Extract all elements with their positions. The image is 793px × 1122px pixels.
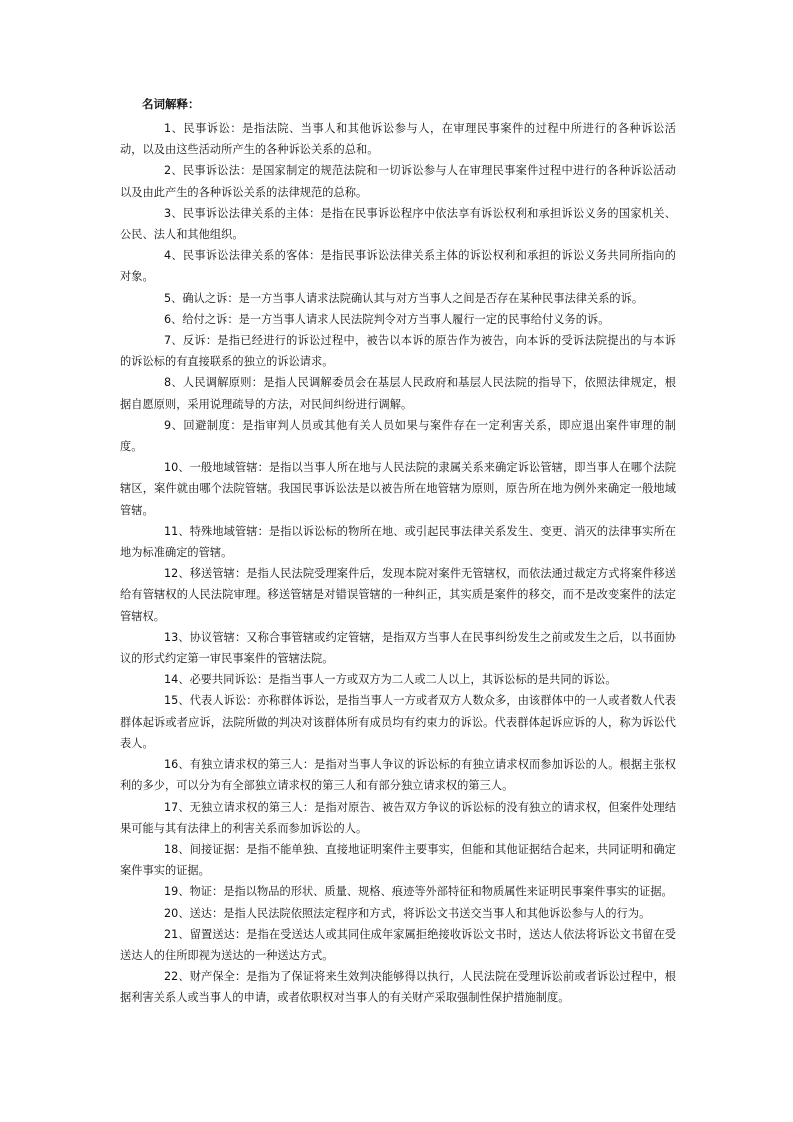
definition-entry-5: 5、确认之诉：是一方当事人请求法院确认其与对方当事人之间是否存在某种民事法律关系的诉。 [164, 291, 644, 305]
definition-entry-18: 18、间接证据：是指不能单独、直接地证明案件主要事实，但能和其他证据结合起来，共同证明和确定案件事实的证据。 [120, 842, 676, 878]
definition-entry-12: 12、移送管辖：是指人民法院受理案件后，发现本院对案件无管辖权，而依法通过裁定方式将案件移送给有管辖权的人民法院审理。移送管辖是对错误管辖的一种纠正，其实质是案件的移交，而不是改变案件的法定管辖权。 [120, 567, 676, 623]
definition-entry-2: 2、民事诉讼法：是国家制定的规范法院和一切诉讼参与人在审理民事案件过程中进行的各种诉讼活动以及由此产生的各种诉讼关系的法律规范的总称。 [120, 164, 676, 199]
definition-entry-1: 1、民事诉讼：是指法院、当事人和其他诉讼参与人，在审理民事案件的过程中所进行的各种诉讼活动，以及由这些活动所产生的各种诉讼关系的总和。 [120, 122, 676, 157]
definition-entry-6: 6、给付之诉：是一方当事人请求人民法院判令对方当事人履行一定的民事给付义务的诉。 [164, 312, 610, 326]
definition-entry-9: 9、回避制度：是指审判人员或其他有关人员如果与案件存在一定利害关系，即应退出案件审理的制度。 [120, 418, 676, 454]
definition-entry-11: 11、特殊地域管辖：是指以诉讼标的物所在地、或引起民事法律关系发生、变更、消灭的法律事实所在地为标准确定的管辖。 [120, 524, 676, 560]
definition-entry-17: 17、无独立请求权的第三人：是指对原告、被告双方争议的诉讼标的没有独立的请求权，但案件处理结果可能与其有法律上的利害关系而参加诉讼的人。 [120, 800, 676, 835]
definition-entry-4: 4、民事诉讼法律关系的客体：是指民事诉讼法律关系主体的诉讼权利和承担的诉讼义务共同所指向的对象。 [120, 249, 676, 284]
definition-entry-14: 14、必要共同诉讼：是指当事人一方或双方为二人或二人以上，其诉讼标的是共同的诉讼。 [164, 673, 617, 687]
definition-entry-3: 3、民事诉讼法律关系的主体：是指在民事诉讼程序中依法享有诉讼权利和承担诉讼义务的国家机关、公民、法人和其他组织。 [120, 206, 676, 242]
document-page [120, 94, 676, 1009]
definition-entry-13: 13、协议管辖：又称合事管辖或约定管辖，是指双方当事人在民事纠纷发生之前或发生之后，以书面协议的形式约定第一审民事案件的管辖法院。 [120, 630, 676, 666]
definition-entry-22: 22、财产保全：是指为了保证将来生效判决能够得以执行，人民法院在受理诉讼前或者诉讼过程中，根据利害关系人或当事人的申请，或者依职权对当事人的有关财产采取强制性保护措施制度。 [120, 970, 676, 1005]
definition-entry-8: 8、人民调解原则：是指人民调解委员会在基层人民政府和基层人民法院的指导下，依照法律规定，根据自愿原则，采用说理疏导的方法，对民间纠纷进行调解。 [120, 376, 676, 411]
definition-entry-19: 19、物证：是指以物品的形状、质量、规格、痕迹等外部特征和物质属性来证明民事案件事实的证据。 [164, 885, 673, 899]
definition-entry-7: 7、反诉：是指已经进行的诉讼过程中，被告以本诉的原告作为被告，向本诉的受诉法院提出的与本诉的诉讼标的有直接联系的独立的诉讼请求。 [120, 334, 676, 369]
section-heading: 名词解释： [142, 97, 200, 111]
definition-entry-10: 10、一般地域管辖：是指以当事人所在地与人民法院的隶属关系来确定诉讼管辖，即当事人在哪个法院辖区，案件就由哪个法院管辖。我国民事诉讼法是以被告所在地管辖为原则，原告所在地为例外来确定一般地域管辖。 [120, 461, 676, 517]
definition-entry-15: 15、代表人诉讼：亦称群体诉讼，是指当事人一方或者双方人数众多，由该群体中的一人或者数人代表群体起诉或者应诉，法院所做的判决对该群体所有成员均有约束力的诉讼。代表群体起诉应诉的人，称为诉讼代表人。 [120, 694, 676, 750]
definition-entry-21: 21、留置送达：是指在受送达人或其同住成年家属拒绝接收诉讼文书时，送达人依法将诉讼文书留在受送达人的住所即视为送达的一种送达方式。 [120, 927, 676, 962]
definition-entry-20: 20、送达：是指人民法院依照法定程序和方式，将诉讼文书送交当事人和其他诉讼参与人的行为。 [164, 906, 651, 920]
definition-entry-16: 16、有独立请求权的第三人：是指对当事人争议的诉讼标的有独立请求权而参加诉讼的人。根据主张权利的多少，可以分为有全部独立请求权的第三人和有部分独立请求权的第三人。 [120, 758, 676, 793]
